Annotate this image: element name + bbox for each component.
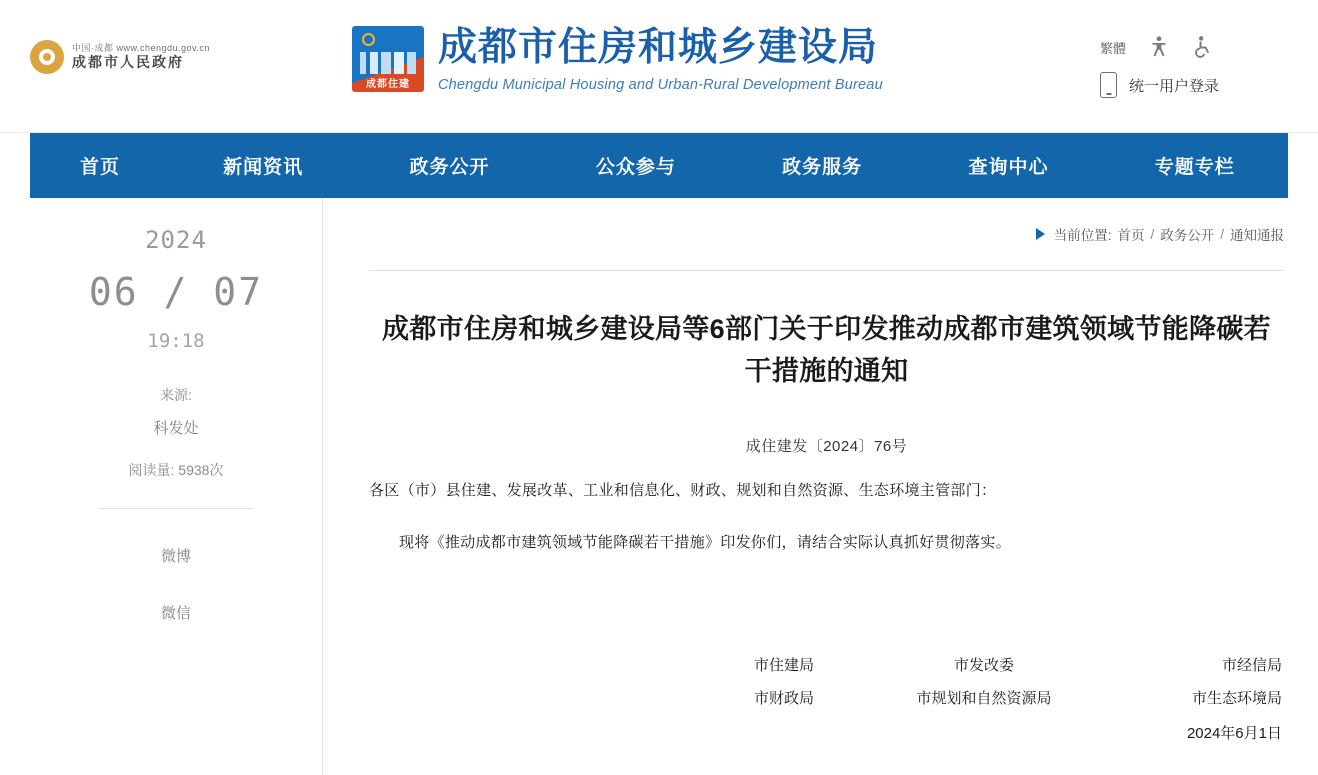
sidebar-divider (100, 508, 252, 509)
brand-title: 成都市住房和城乡建设局 (438, 26, 879, 69)
source-label: 来源: (160, 387, 192, 403)
share-wechat-link[interactable]: 微信 (160, 605, 191, 622)
breadcrumb-separator-2: / (1220, 226, 1224, 242)
main-navigation (30, 133, 1288, 198)
signature-row-2 (369, 682, 1284, 715)
breadcrumb-item-notices[interactable]: 通知通报 (1230, 228, 1284, 243)
nav-item-public-participation[interactable]: 公众参与 (595, 157, 676, 178)
gov-logo-line1: 中国·成都 www.chengdu.gov.cn (72, 42, 210, 53)
article-paragraph-2: 现将《推动成都市建筑领域节能降碳若干措施》印发你们，请结合实际认真抓好贯彻落实。 (399, 534, 1012, 552)
chengdu-gov-logo[interactable] (30, 40, 210, 74)
nav-item-home[interactable]: 首页 (79, 157, 120, 178)
header-tools (1100, 34, 1290, 98)
buildings-icon (360, 52, 416, 74)
signature-row-1 (369, 649, 1284, 682)
nav-item-special-topics[interactable]: 专题专栏 (1154, 157, 1235, 178)
site-header (0, 0, 1318, 133)
article-meta-sidebar (30, 198, 323, 775)
accessibility-icon[interactable] (1148, 35, 1170, 59)
nav-item-government-affairs[interactable]: 政务公开 (409, 157, 490, 178)
publish-date: 06 / 07 (88, 270, 264, 314)
nav-item-query-center[interactable]: 查询中心 (968, 157, 1049, 178)
breadcrumb (369, 198, 1284, 244)
article-main (323, 198, 1288, 775)
content-divider (369, 270, 1284, 271)
gov-emblem-icon (30, 40, 64, 74)
breadcrumb-marker-icon (1036, 228, 1045, 240)
breadcrumb-item-home[interactable]: 首页 (1117, 228, 1145, 243)
header-tools-row-bottom (1100, 72, 1290, 98)
page-title: 成都市住房和城乡建设局等6部门关于印发推动成都市建筑领域节能降碳若干措施的通知 (382, 314, 1271, 386)
nav-item-news[interactable]: 新闻资讯 (223, 157, 304, 178)
gov-logo-text (72, 43, 210, 72)
breadcrumb-separator-1: / (1150, 226, 1155, 242)
publish-year: 2024 (145, 226, 207, 254)
article-paragraph-1: 各区（市）县住建、发展改革、工业和信息化、财政、规划和自然资源、生态环境主管部门： (369, 481, 997, 499)
signature-date: 2024年6月1日 (1186, 724, 1282, 742)
nav-item-government-services[interactable]: 政务服务 (782, 157, 863, 178)
publish-time: 19:18 (147, 330, 205, 352)
signer-housing-bureau: 市住建局 (753, 656, 814, 674)
sun-icon (362, 33, 375, 46)
header-tools-row-top (1100, 34, 1290, 60)
share-weibo-link[interactable]: 微博 (160, 548, 191, 565)
source-value: 科发处 (153, 420, 199, 437)
content-area (0, 198, 1318, 775)
housing-bureau-logo-icon (352, 26, 424, 92)
unified-login-link[interactable]: 统一用户登录 (1129, 77, 1220, 95)
brand-text-block (438, 26, 883, 93)
signer-planning-resources: 市规划和自然资源局 (916, 689, 1052, 707)
brand-subtitle: Chengdu Municipal Housing and Urban-Rural Development Bureau (438, 76, 883, 93)
signer-development-reform: 市发改委 (953, 656, 1014, 674)
logo-mark-text: 成都住建 (366, 79, 410, 90)
mobile-phone-icon[interactable] (1100, 72, 1117, 98)
traditional-chinese-link[interactable]: 繁體 (1100, 40, 1127, 56)
signer-economy-info: 市经信局 (1221, 656, 1282, 674)
gov-logo-line2: 成都市人民政府 (72, 53, 184, 70)
signature-block (369, 649, 1284, 750)
view-count: 阅读量: 5938次 (128, 462, 224, 478)
site-brand[interactable] (352, 26, 883, 93)
signer-finance-bureau: 市财政局 (753, 689, 814, 707)
document-number: 成住建发〔2024〕76号 (745, 437, 908, 455)
wheelchair-icon[interactable] (1192, 35, 1214, 59)
signer-ecology-environment: 市生态环境局 (1191, 689, 1282, 707)
breadcrumb-item-government-affairs[interactable]: 政务公开 (1160, 228, 1215, 243)
breadcrumb-prefix: 当前位置: (1053, 228, 1112, 243)
